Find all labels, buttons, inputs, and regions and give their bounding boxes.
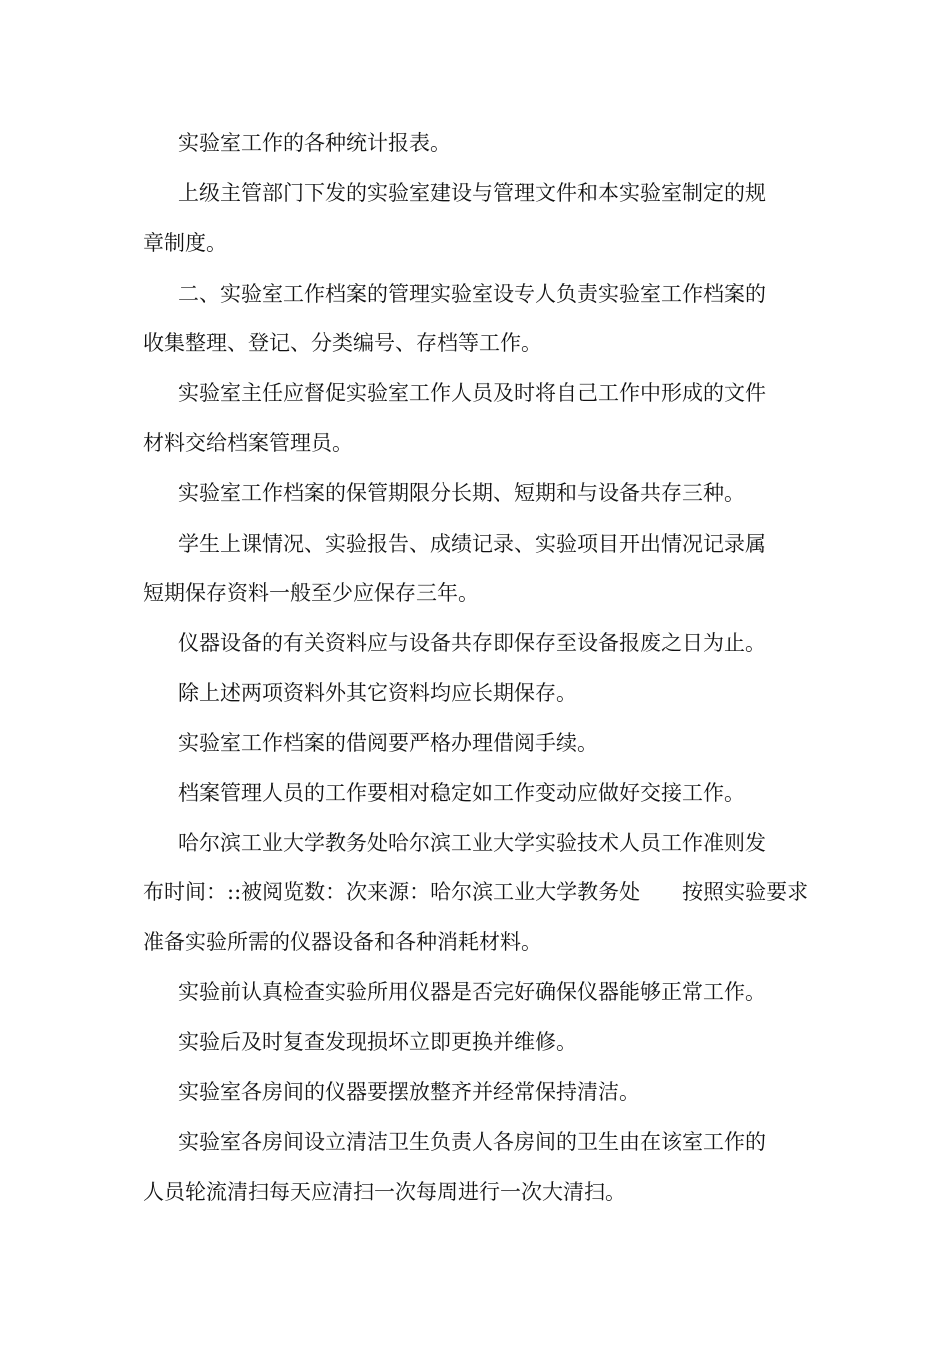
- paragraph-line: 实验室各房间的仪器要摆放整齐并经常保持清洁。: [178, 1080, 640, 1104]
- paragraph-line: 收集整理、登记、分类编号、存档等工作。: [143, 331, 542, 355]
- paragraph-line: 实验室工作档案的保管期限分长期、短期和与设备共存三种。: [178, 481, 745, 505]
- paragraph-line: 仪器设备的有关资料应与设备共存即保存至设备报废之日为止。: [178, 631, 766, 655]
- paragraph-line: 实验室工作的各种统计报表。: [178, 131, 451, 155]
- paragraph-line: 二、实验室工作档案的管理实验室设专人负责实验室工作档案的: [178, 282, 766, 306]
- paragraph-line: 实验室主任应督促实验室工作人员及时将自己工作中形成的文件: [178, 381, 766, 405]
- paragraph-line: 章制度。: [143, 231, 227, 255]
- paragraph-line: 准备实验所需的仪器设备和各种消耗材料。: [143, 930, 542, 954]
- paragraph-line: 人员轮流清扫每天应清扫一次每周进行一次大清扫。: [143, 1180, 626, 1204]
- paragraph-line: 实验后及时复查发现损坏立即更换并维修。: [178, 1030, 577, 1054]
- paragraph-line: 学生上课情况、实验报告、成绩记录、实验项目开出情况记录属: [178, 532, 766, 556]
- paragraph-line: 除上述两项资料外其它资料均应长期保存。: [178, 681, 577, 705]
- paragraph-line: 材料交给档案管理员。: [143, 431, 353, 455]
- paragraph-line: 实验室各房间设立清洁卫生负责人各房间的卫生由在该室工作的: [178, 1130, 766, 1154]
- paragraph-line: 实验前认真检查实验所用仪器是否完好确保仪器能够正常工作。: [178, 980, 766, 1004]
- paragraph-line: 上级主管部门下发的实验室建设与管理文件和本实验室制定的规: [178, 181, 766, 205]
- paragraph-line: 哈尔滨工业大学教务处哈尔滨工业大学实验技术人员工作准则发: [178, 831, 766, 855]
- paragraph-line: 短期保存资料一般至少应保存三年。: [143, 581, 479, 605]
- paragraph-line: 实验室工作档案的借阅要严格办理借阅手续。: [178, 731, 598, 755]
- paragraph-line: 布时间：::被阅览数：次来源：哈尔滨工业大学教务处 按照实验要求: [143, 880, 809, 904]
- paragraph-line: 档案管理人员的工作要相对稳定如工作变动应做好交接工作。: [178, 781, 745, 805]
